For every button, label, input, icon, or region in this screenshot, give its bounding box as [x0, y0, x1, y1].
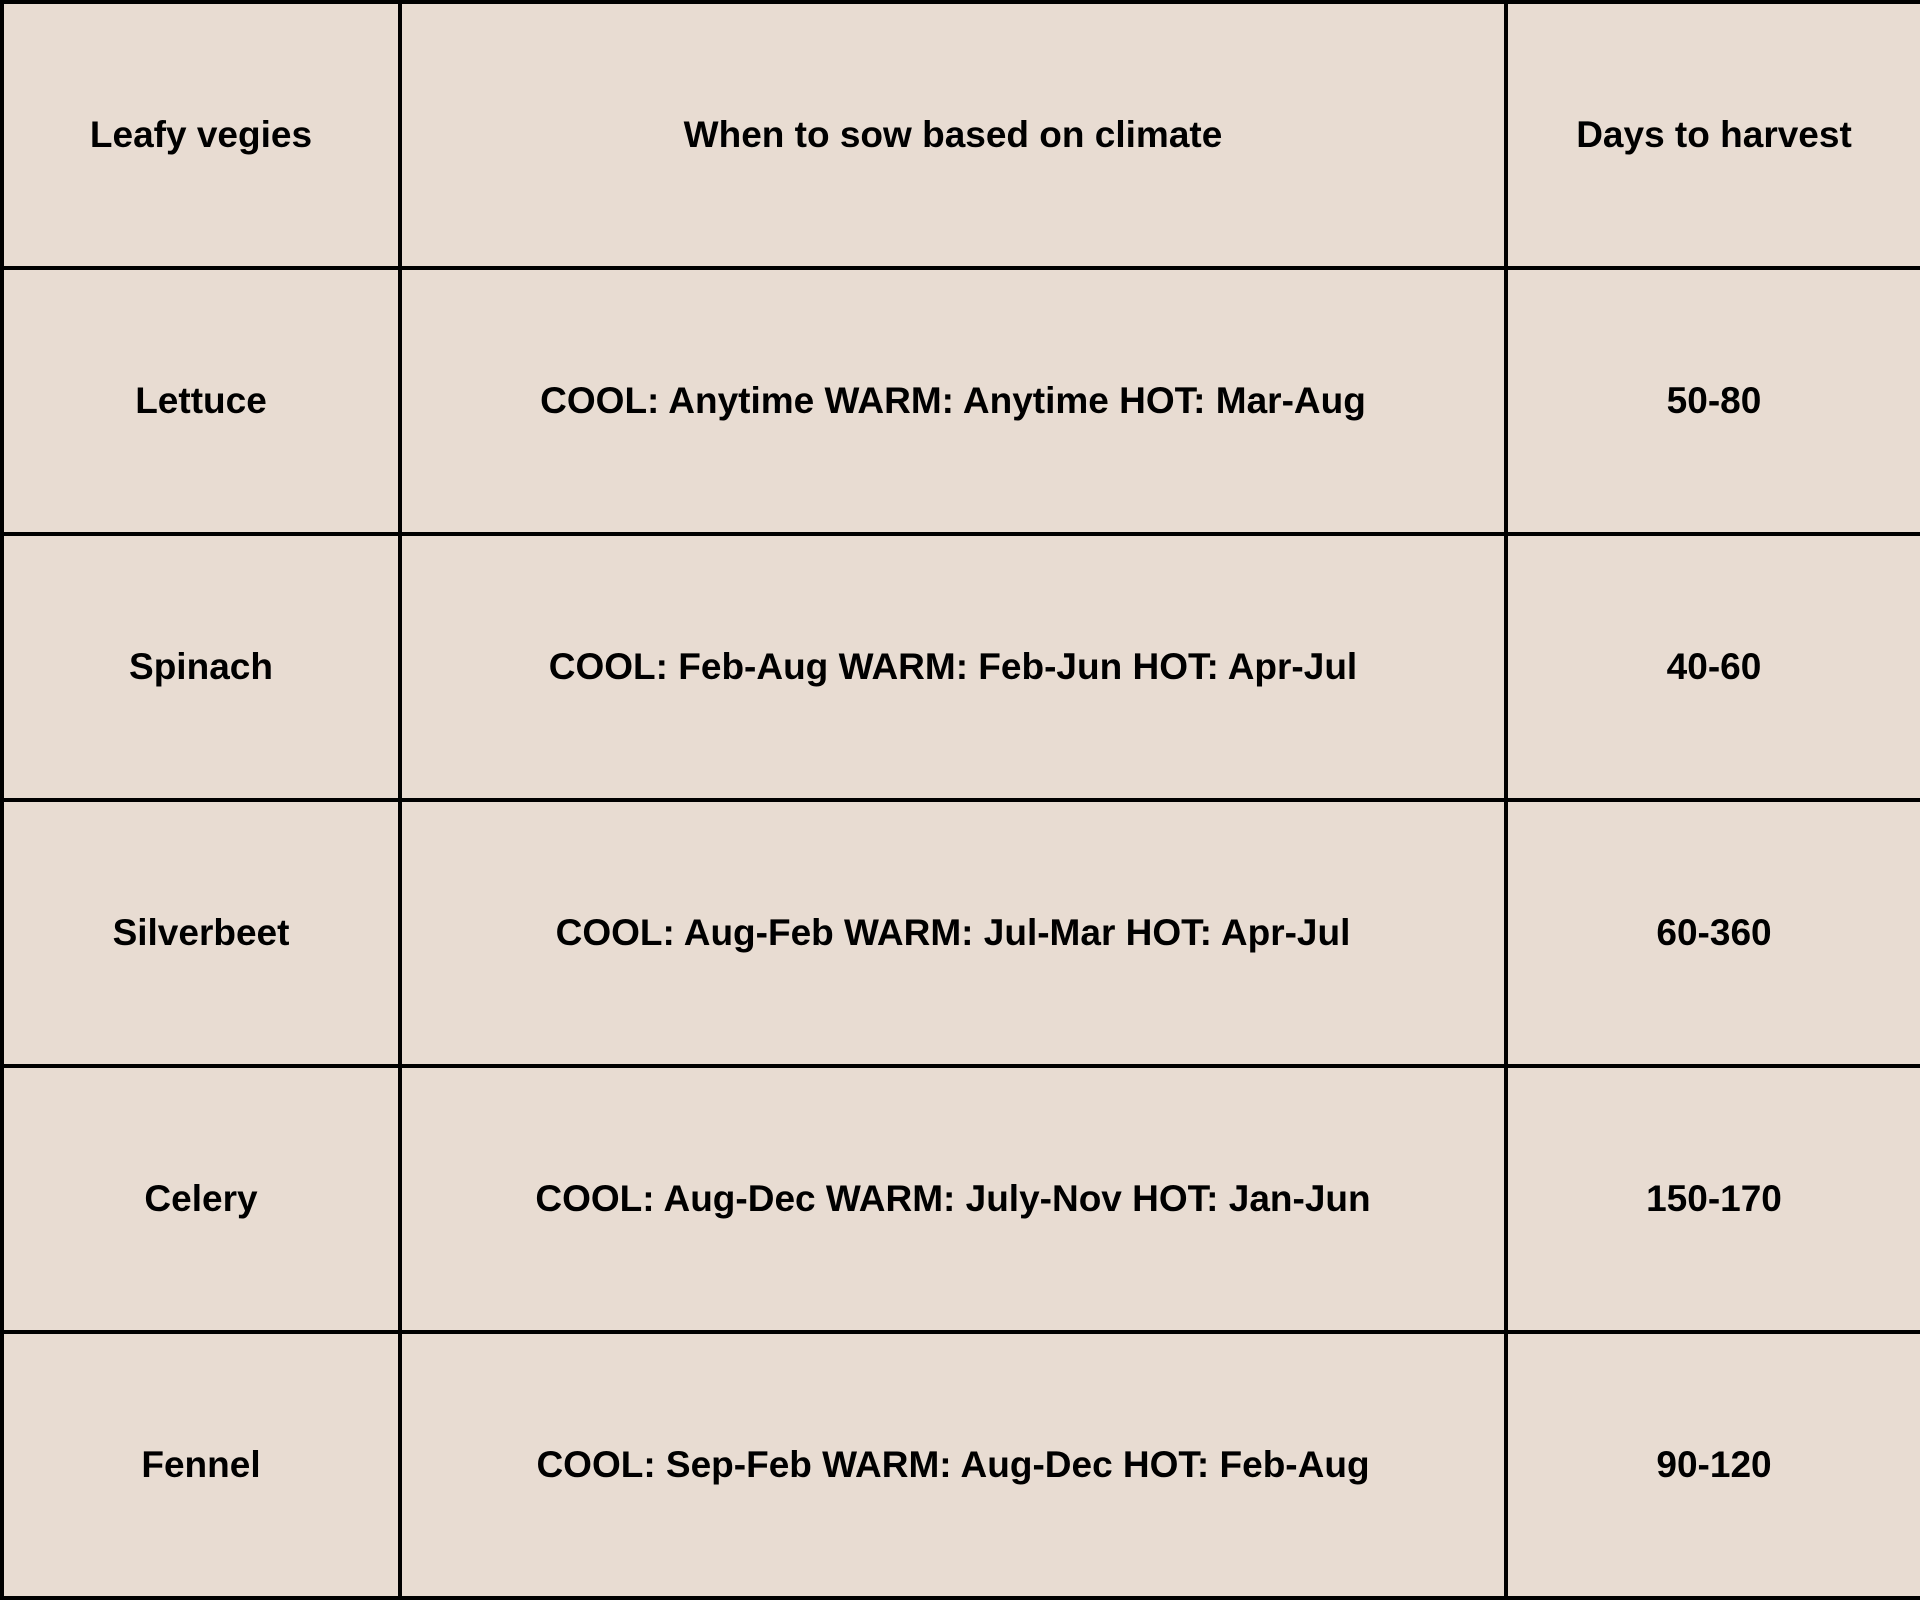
- sow-time-cell: COOL: Feb-Aug WARM: Feb-Jun HOT: Apr-Jul: [400, 534, 1506, 800]
- sow-time-cell: COOL: Anytime WARM: Anytime HOT: Mar-Aug: [400, 268, 1506, 534]
- table-row: [2, 268, 1920, 534]
- days-to-harvest-cell: 40-60: [1506, 534, 1920, 800]
- header-row: [2, 2, 1920, 268]
- days-to-harvest-cell: 60-360: [1506, 800, 1920, 1066]
- vegie-name-cell: Celery: [2, 1066, 400, 1332]
- vegie-name-cell: Fennel: [2, 1332, 400, 1598]
- days-to-harvest-cell: 150-170: [1506, 1066, 1920, 1332]
- table-row: [2, 1332, 1920, 1598]
- vegie-name-cell: Silverbeet: [2, 800, 400, 1066]
- table-row: [2, 800, 1920, 1066]
- vegie-name-cell: Lettuce: [2, 268, 400, 534]
- header-when-to-sow: When to sow based on climate: [400, 2, 1506, 268]
- sow-time-cell: COOL: Aug-Feb WARM: Jul-Mar HOT: Apr-Jul: [400, 800, 1506, 1066]
- sow-time-cell: COOL: Aug-Dec WARM: July-Nov HOT: Jan-Jun: [400, 1066, 1506, 1332]
- days-to-harvest-cell: 50-80: [1506, 268, 1920, 534]
- sow-time-cell: COOL: Sep-Feb WARM: Aug-Dec HOT: Feb-Aug: [400, 1332, 1506, 1598]
- header-leafy-vegies: Leafy vegies: [2, 2, 400, 268]
- table-row: [2, 1066, 1920, 1332]
- vegie-name-cell: Spinach: [2, 534, 400, 800]
- header-days-to-harvest: Days to harvest: [1506, 2, 1920, 268]
- days-to-harvest-cell: 90-120: [1506, 1332, 1920, 1598]
- table-row: [2, 534, 1920, 800]
